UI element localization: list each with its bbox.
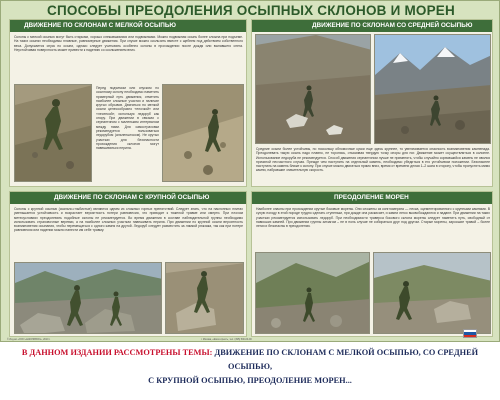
topics-caption <box>0 346 500 388</box>
panel-text <box>256 147 490 187</box>
panel-text: Перед подъемом или спуском по осыпному склону необходимо наметить примерный путь движения, отметить наиболее сложные участки и наличие крутых обрывов. Двигаться по мелкой осыпи целесообразно «елочкой» или «лесенкой», используя ледоруб как опору. При движении в связках с серпантином с маленьким интервалом между ними. Для самостраховки рекомендуется пользоваться ледорубом (альпенштоком). Не крутых участках для безопасности прохождения склонов могут навешиваться перила. <box>96 86 159 151</box>
paragraph: Средние осыпи более устойчивы, по поскольку обломочные куски еще здесь крупнее, то увеличивается опасность возникновения камнепада. Преодолевать такую осыпь надо плавно, не торопясь, отыскивая твердую точку опоры для ног. <box>256 147 490 156</box>
panel-text: Наиболее опасны при прохождении крутые боковые морены. Они сложены из конгломерата — песка, сцементированного с крупными камнями. В сухую погоду в этой породе трудно сделать ступеньки, при дожде она раскисает, и камни легко высвобождаются и падают. При движении на таких участках рекомендуется использовать ледоруб. При необходимости траверса бокового склона морены следует наметить путь, свободный от нависших камней. При движении группы зигзагом – не в ноль случае не собираться друг под другом. Старые морены, заросшие травой – более легки и безопасны в преодолении. <box>256 207 490 229</box>
caption-lead: В ДАННОМ ИЗДАНИИ РАССМОТРЕНЫ ТЕМЫ: <box>21 348 213 357</box>
paragraph: Движение может осуществляться в колонне. Использование ледоруба не рекомендуется. Способ движения серпантином лучше не применять, чтобы случайно сорвавшийся камень не явился причиной несчастного случая. Прежде чем наступить на отдельный камень, необходимо убедиться в его устойчивом положении. Безопаснее наступать на камень ближе к склону. При спуске можно двигаться прямо вниз, время от времени делая 1–2 шага в сторону, чтобы пропустить мимо камни, набравшие значительную скорость. <box>256 151 490 173</box>
panel-text: Склоны с мелкой осыпью могут быть старыми, хорошо слежавшимися или подвижными. Можно подвижная осыпь более сложна при подъеме. На таких осыпях необходимы плавные, равномерные движения. При спуске можно скользить вместе с щебнем под действием собственного веса. Допускается спуск по осыпи, однако следует учитывать особенно склоны в прохождении после дождя или выпавшего снега. Неустойчивая поверхность может привести к падению со скольжением вниз. <box>14 35 243 52</box>
panel-large-scree <box>9 191 247 337</box>
poster-title: СПОСОБЫ ПРЕОДОЛЕНИЯ ОСЫПНЫХ СКЛОНОВ И МОРЕН <box>47 3 455 18</box>
panel-moraines <box>251 191 493 337</box>
panel-heading: ДВИЖЕНИЕ ПО СКЛОНАМ СО СРЕДНЕЙ ОСЫПЬЮ <box>252 20 492 32</box>
publisher-contact: г. Москва, «Школ-пресс», тел. (495) 500-00-00 <box>201 338 252 341</box>
mountain-slope-photo <box>255 34 371 144</box>
panel-text <box>14 207 243 260</box>
russian-flag-icon <box>463 329 477 338</box>
paragraph: Склоны с крупной осыпью (скально-глыбистые) являются одним из сложных горных препятствий. Следует знать, что на наклонных плитах уменьшается устойчивость и возрастает вероятность потери равновесия, что приводит к тяжелой травме или смерти. При плохом метеоусловиях преодолевать подобные склоны не рекомендуется. Во время движения в составе наблюдательной группы необходимо использовать страховочные веревки, а на наиболее сложных участках навешивать перила. <box>14 207 243 224</box>
slope-climber-photo <box>14 84 92 182</box>
rock-climb-photo <box>165 262 244 334</box>
panel-heading: ДВИЖЕНИЕ ПО СКЛОНАМ С МЕЛКОЙ ОСЫПЬЮ <box>10 20 246 32</box>
moraine-crossing-photo <box>373 252 491 334</box>
mountain-landscape-photo <box>374 34 491 144</box>
caption-topics: ДВИЖЕНИЕ ПО СКЛОНАМ С МЕЛКОЙ ОСЫПЬЮ, СО СРЕДНЕЙ ОСЫПЬЮ, <box>214 348 479 371</box>
panel-medium-scree <box>251 19 493 187</box>
slope-photo <box>162 84 244 182</box>
panel-small-scree <box>9 19 247 187</box>
moraine-photo <box>255 252 370 334</box>
caption-topics-continued: С КРУПНОЙ ОСЫПЬЮ, ПРЕОДОЛЕНИЕ МОРЕН... <box>148 376 352 385</box>
boulder-field-photo <box>14 262 162 334</box>
panel-heading: ДВИЖЕНИЕ ПО СКЛОНАМ С КРУПНОЙ ОСЫПЬЮ <box>10 192 246 204</box>
paragraph: При движении по крупной осыпи вероятность возникновения осыпания, чтобы перемещаться с одного камня на другой. Ледоруб следует разместить за лямкой рюкзака, так как при потере равновесия или падении можно нанести им себе травму. <box>14 219 243 233</box>
panel-heading: ПРЕОДОЛЕНИЕ МОРЕН <box>252 192 492 204</box>
publisher-note: © Изд-во «ООО «ШКОЛИВОО», 2010 г. <box>7 338 51 341</box>
